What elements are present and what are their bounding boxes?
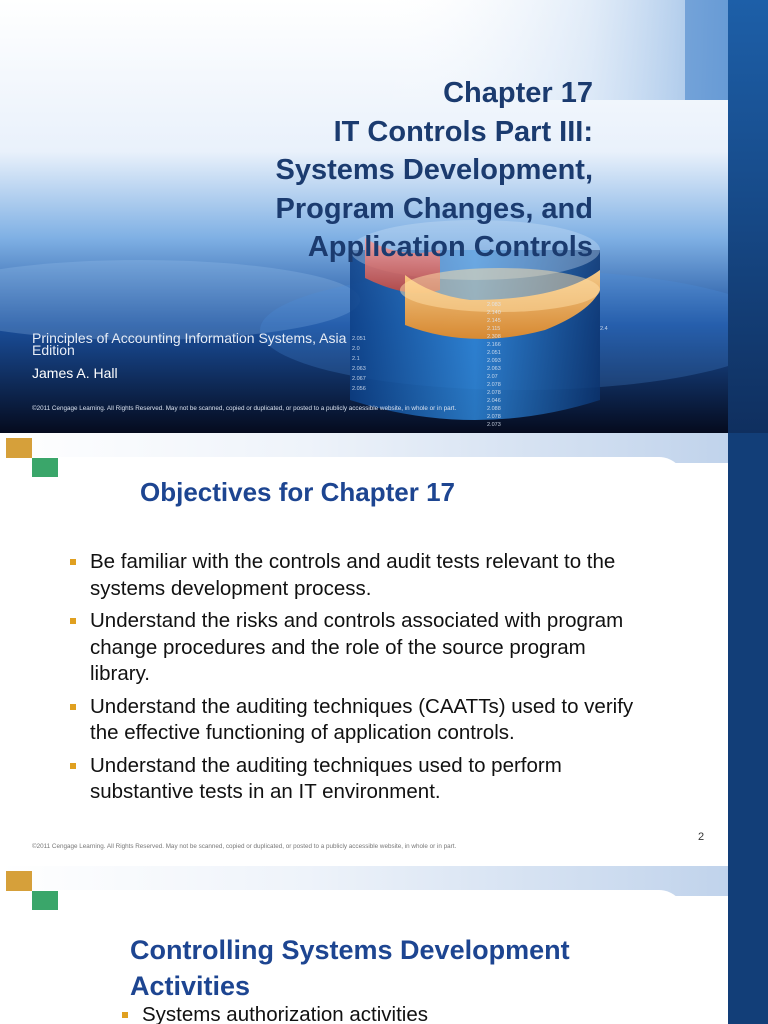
author-name: James A. Hall bbox=[32, 365, 118, 381]
title-line: Program Changes, and bbox=[275, 192, 593, 225]
svg-text:2.07: 2.07 bbox=[487, 374, 498, 380]
orange-square-decoration bbox=[6, 871, 32, 891]
page-number: 2 bbox=[698, 831, 705, 843]
svg-text:2.1: 2.1 bbox=[352, 356, 360, 362]
svg-text:2.078: 2.078 bbox=[487, 382, 501, 388]
svg-text:2.115: 2.115 bbox=[487, 326, 501, 332]
list-item bbox=[70, 753, 650, 806]
svg-text:2.166: 2.166 bbox=[487, 342, 501, 348]
svg-text:2.088: 2.088 bbox=[487, 406, 501, 412]
right-accent-bar bbox=[728, 0, 768, 433]
list-item bbox=[70, 694, 650, 747]
title-line: Controlling Systems Development bbox=[130, 935, 570, 965]
list-item-text: Understand the risks and controls associated with program change procedures and the role of the source program library. bbox=[90, 609, 624, 685]
orange-square-decoration bbox=[6, 438, 32, 458]
list-item bbox=[70, 549, 650, 602]
book-title: Principles of Accounting Information Systems, Asia Edition bbox=[32, 330, 347, 358]
title-line: Application Controls bbox=[307, 231, 593, 263]
svg-text:2.083: 2.083 bbox=[487, 302, 501, 308]
svg-text:2.063: 2.063 bbox=[352, 366, 366, 372]
title-line: Activities bbox=[130, 971, 251, 1001]
svg-text:2.140: 2.140 bbox=[487, 310, 501, 316]
list-item-text: Understand the auditing techniques used to perform substantive tests in an IT environment. bbox=[90, 753, 562, 803]
svg-text:2.308: 2.308 bbox=[487, 334, 501, 340]
bullet-square-icon bbox=[122, 1012, 128, 1018]
svg-text:2.046: 2.046 bbox=[487, 398, 501, 404]
bullet-square-icon bbox=[70, 763, 76, 769]
bullet-square-icon bbox=[70, 559, 76, 565]
bullet-square-icon bbox=[70, 704, 76, 710]
slide-title: Objectives for Chapter 17 bbox=[140, 477, 455, 507]
bullet-square-icon bbox=[70, 618, 76, 624]
svg-text:2.093: 2.093 bbox=[487, 358, 501, 364]
green-square-decoration bbox=[32, 891, 58, 910]
copyright-notice: ©2011 Cengage Learning. All Rights Reserved. May not be scanned, copied or duplicated, or posted to a publicly accessible website, in whole or in part. bbox=[32, 843, 457, 850]
right-accent-bar bbox=[728, 866, 768, 1024]
green-square-decoration bbox=[32, 458, 58, 477]
svg-text:2.0: 2.0 bbox=[352, 346, 360, 352]
svg-text:2.067: 2.067 bbox=[352, 376, 366, 382]
list-item-text: Be familiar with the controls and audit tests relevant to the systems development process. bbox=[90, 550, 616, 600]
svg-text:2.063: 2.063 bbox=[487, 366, 501, 372]
title-line: Chapter 17 bbox=[443, 77, 593, 109]
svg-text:2.145: 2.145 bbox=[487, 318, 501, 324]
list-item bbox=[122, 1002, 428, 1024]
title-slide-heading bbox=[73, 74, 593, 267]
slide-title bbox=[130, 932, 650, 1004]
svg-text:2.078: 2.078 bbox=[487, 390, 501, 396]
svg-text:2.051: 2.051 bbox=[487, 350, 501, 356]
title-line: IT Controls Part III: bbox=[333, 115, 593, 148]
svg-text:2.073: 2.073 bbox=[487, 422, 501, 428]
svg-text:2.056: 2.056 bbox=[352, 386, 366, 392]
copyright-notice: ©2011 Cengage Learning. All Rights Reserved. May not be scanned, copied or duplicated, or posted to a publicly accessible website, in whole or in part. bbox=[32, 405, 457, 412]
objectives-slide bbox=[0, 433, 768, 866]
svg-text:2.051: 2.051 bbox=[352, 336, 366, 342]
topics-list bbox=[122, 1002, 428, 1024]
list-item bbox=[70, 608, 650, 688]
title-line: Systems Development, bbox=[275, 154, 593, 186]
svg-text:2.078: 2.078 bbox=[487, 414, 501, 420]
systems-development-slide bbox=[0, 866, 768, 1024]
objectives-list bbox=[70, 549, 650, 812]
right-accent-bar bbox=[728, 433, 768, 866]
title-slide bbox=[0, 0, 768, 433]
svg-text:2.4: 2.4 bbox=[600, 326, 608, 332]
list-item-text: Understand the auditing techniques (CAATTs) used to verify the effective functioning of application controls. bbox=[90, 694, 634, 744]
list-item-text: Systems authorization activities bbox=[142, 1003, 428, 1024]
